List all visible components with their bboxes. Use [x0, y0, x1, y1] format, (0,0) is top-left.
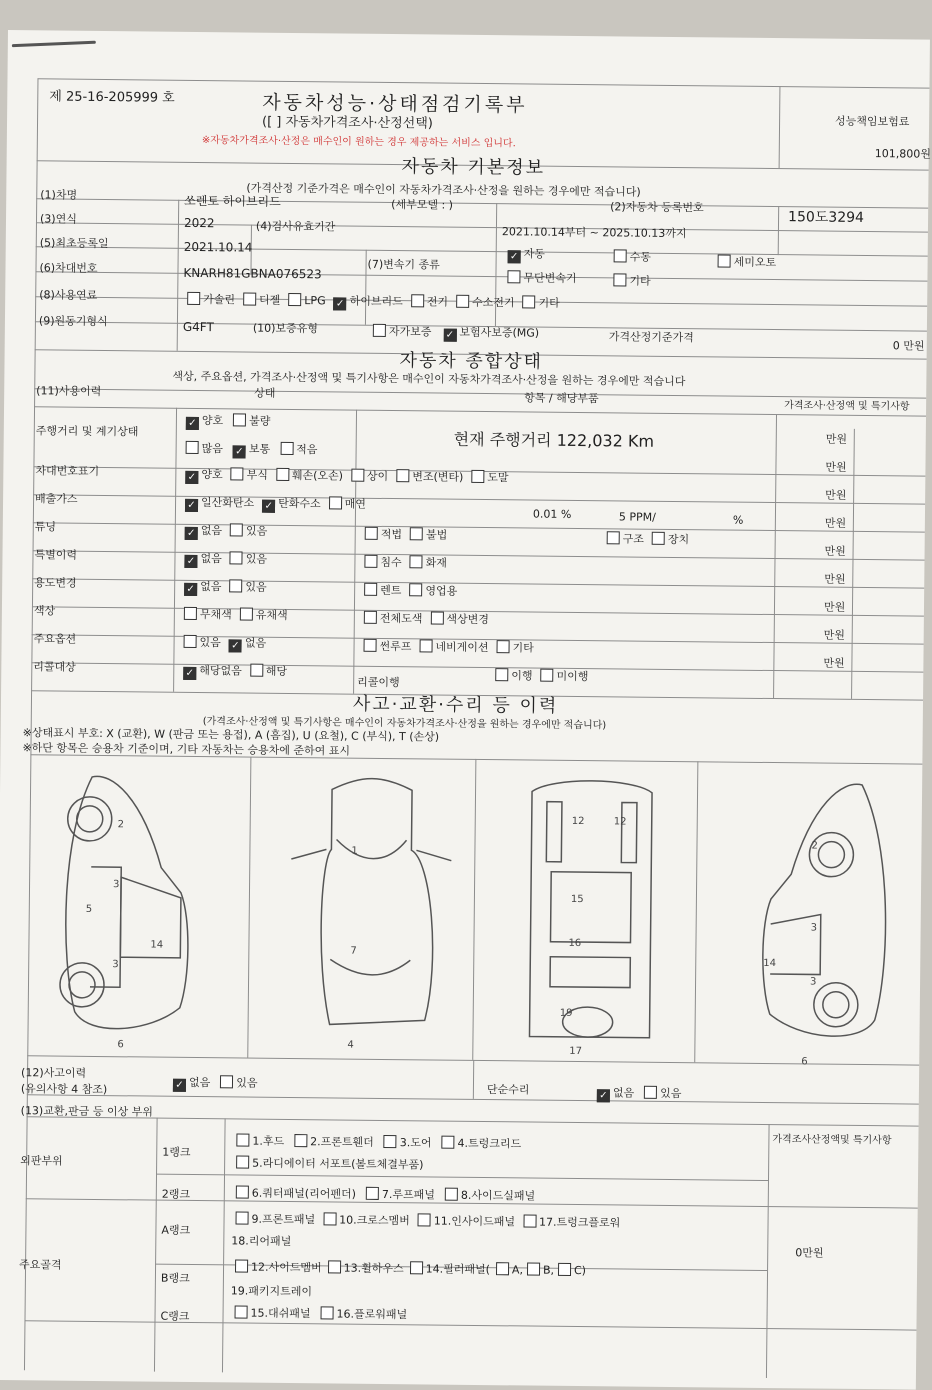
rank-b-item-1-checkbox[interactable]: [328, 1260, 341, 1273]
mileage-opt-0: ✓ 양호: [186, 414, 223, 427]
accident-history-sub: (유의사항 4 참조): [20, 1082, 108, 1097]
trans-opt-4: 기타: [613, 272, 650, 288]
legend-2: ※하단 항목은 승용차 기준이며, 기타 자동차는 승용차에 준하여 표시: [22, 741, 351, 758]
row-1-options: [185, 494, 374, 514]
row-6-item-1-checkbox[interactable]: [419, 639, 432, 652]
rank-c-item-0-checkbox[interactable]: [235, 1305, 248, 1318]
row-5-items: [364, 610, 497, 627]
row-4-opt-0: ✓ 없음: [184, 580, 221, 593]
rank-b-items: [235, 1258, 590, 1278]
legend: ※상태표시 부호: X (교환), W (판금 또는 용접), A (흠집), U (요철), C (부식), T (손상): [22, 726, 440, 744]
overall-heading: 자동차 종합상태: [399, 350, 544, 373]
row-0-opt-0-checkbox[interactable]: ✓: [185, 471, 198, 484]
first-reg-label: (5)최초등록일: [39, 236, 109, 251]
fuel-opt-6: 기타: [522, 296, 559, 309]
rank-b-pillar-0: A,: [496, 1263, 523, 1276]
rank-1-item-1: 2.프론트휀더: [294, 1135, 374, 1149]
svg-text:2: 2: [811, 840, 818, 852]
inspection-document: [0, 30, 930, 1390]
row-6-item-2-checkbox[interactable]: [497, 640, 510, 653]
rank-a-item-18: 18.리어패널: [231, 1234, 292, 1249]
rank-2-item-1-checkbox[interactable]: [366, 1187, 379, 1200]
rank-1-item-3-checkbox[interactable]: [441, 1136, 454, 1149]
exchange-price-value: 0만원: [795, 1246, 824, 1260]
rank-a-item-2-checkbox[interactable]: [418, 1213, 431, 1226]
rank-a-item-0: 9.프론트패널: [235, 1212, 315, 1226]
price-label: 가격산정기준가격: [608, 330, 694, 345]
row-3-items: [364, 554, 455, 571]
rank-b-item-2-checkbox[interactable]: [410, 1261, 423, 1274]
svg-text:19: 19: [559, 1007, 573, 1019]
row-4-item-1-checkbox[interactable]: [409, 583, 422, 596]
rank-a-item-0-checkbox[interactable]: [236, 1211, 249, 1224]
year-label: (3)연식: [39, 212, 77, 226]
valid-label: (4)검사유효기간: [255, 219, 336, 234]
fuel-opt-0-checkbox[interactable]: [187, 292, 200, 305]
rank-a-item-2: 11.인사이드패널: [418, 1214, 515, 1228]
document-number: 제 25-16-205999 호: [49, 89, 175, 106]
row-6-label: 주요옵션: [33, 632, 77, 646]
simple-opt-1-checkbox[interactable]: [644, 1086, 657, 1099]
row-7-item-0-checkbox[interactable]: [495, 668, 508, 681]
simple-opt-0: ✓ 없음: [597, 1086, 634, 1099]
row-0-opt-4-checkbox[interactable]: [396, 469, 409, 482]
row-0-opt-3-checkbox[interactable]: [351, 469, 364, 482]
trans-opt-2: 세미오토: [718, 253, 777, 270]
row-5-item-1-checkbox[interactable]: [430, 611, 443, 624]
fuel-opt-1: 디젤: [243, 293, 280, 306]
emission-hc-value: 5 PPM/: [618, 510, 656, 524]
rank-1-item-2-checkbox[interactable]: [384, 1135, 397, 1148]
row-4-item-0-checkbox[interactable]: [364, 583, 377, 596]
rank-1-item-5-checkbox[interactable]: [236, 1155, 249, 1168]
rank-b-item-0-checkbox[interactable]: [235, 1259, 248, 1272]
warranty-label: (10)보증유형: [252, 321, 319, 336]
rank-1-item-1-checkbox[interactable]: [294, 1134, 307, 1147]
detail-model: (세부모델 : ): [391, 198, 454, 212]
row-5-opt-1: 유채색: [240, 608, 288, 622]
row-5-opt-1-checkbox[interactable]: [240, 607, 253, 620]
row-3-item-1: 화재: [410, 556, 447, 569]
row-5-item-1: 색상변경: [430, 612, 489, 626]
row-6-opt-0-checkbox[interactable]: [184, 635, 197, 648]
mileage-text: 현재 주행거리 122,032 Km: [453, 429, 655, 451]
col-item: 항목 / 해당부품: [524, 391, 599, 406]
price-unit-0: 만원: [825, 432, 848, 446]
fuel-opt-3: ✓ 하이브리드: [334, 294, 403, 308]
price-unit-3: 만원: [824, 516, 847, 530]
row-2-item-1-checkbox[interactable]: [410, 527, 423, 540]
row-3-item-1-checkbox[interactable]: [410, 555, 423, 568]
svg-text:2: 2: [117, 819, 125, 831]
mileage-opt-0-checkbox[interactable]: ✓: [186, 417, 199, 430]
svg-text:14: 14: [763, 957, 777, 970]
row-2-item2-1: 장치: [652, 533, 689, 546]
mileage-opt-3-checkbox[interactable]: ✓: [233, 445, 246, 458]
accident-opt-1: 있음: [220, 1076, 257, 1089]
svg-text:3: 3: [810, 922, 818, 934]
row-4-items: [364, 582, 465, 599]
row-2-item2-1-checkbox[interactable]: [652, 532, 665, 545]
row-4-opt-0-checkbox[interactable]: ✓: [184, 583, 197, 596]
simple-opt-0-checkbox[interactable]: ✓: [597, 1089, 610, 1102]
accident-options: [173, 1074, 268, 1093]
mileage-opt-1: 불량: [233, 414, 270, 427]
row-1-opt-0: ✓ 일산화탄소: [185, 496, 254, 510]
svg-text:17: 17: [569, 1045, 583, 1058]
row-3-opt-0-checkbox[interactable]: ✓: [184, 555, 197, 568]
emission-co-value: 0.01 %: [532, 507, 572, 521]
trans-opt-0-checkbox[interactable]: ✓: [508, 250, 521, 263]
reg-label: (2)자동차 등록번호: [610, 200, 704, 215]
trans-opt-1-checkbox[interactable]: [614, 249, 627, 262]
row-2-label: 튜닝: [34, 520, 57, 534]
document-subtitle: ([ ] 자동차가격조사·산정선택): [261, 114, 433, 132]
row-6-options: [183, 634, 274, 653]
row-7-opt-0: ✓ 해당없음: [183, 664, 242, 678]
row-7-options: [183, 662, 295, 681]
rank-1-item-5: 5.라디에이터 서포트(볼트체결부품): [236, 1154, 424, 1172]
rank-2-item-0-checkbox[interactable]: [236, 1185, 249, 1198]
svg-text:7: 7: [350, 945, 357, 957]
fuel-opt-2: LPG: [288, 294, 325, 307]
rank-b-pillar-1-checkbox[interactable]: [527, 1263, 540, 1276]
price-unit-8: 만원: [823, 656, 845, 670]
row-0-label: 차대번호표기: [35, 464, 100, 478]
mileage-opt-2: 많음: [186, 442, 223, 455]
row-0-opt-0: ✓ 양호: [185, 468, 222, 481]
row-6-item-0: 썬루프: [363, 640, 411, 654]
row-2-item-1: 불법: [410, 528, 447, 541]
row-6-items: [363, 638, 541, 656]
row-3-opt-0: ✓ 없음: [184, 552, 221, 565]
row-4-label: 용도변경: [34, 576, 77, 590]
fuel-opt-6-checkbox[interactable]: [522, 295, 535, 308]
row-0-opt-5-checkbox[interactable]: [471, 470, 484, 483]
fuel-opt-5: 수소전기: [456, 296, 515, 310]
name-value: 쏘렌토 하이브리드: [184, 193, 281, 209]
row-7-item-1-checkbox[interactable]: [540, 669, 553, 682]
row-7-label: 리콜대상: [33, 660, 76, 674]
rank-c-item-1: 16.플로워패널: [321, 1307, 408, 1321]
row-6-item-0-checkbox[interactable]: [364, 639, 377, 652]
pen-mark: [12, 41, 96, 48]
rank-2-item-1: 7.루프패널: [366, 1188, 435, 1202]
row-3-opt-1-checkbox[interactable]: [230, 551, 243, 564]
name-label: (1)차명: [40, 188, 78, 202]
rank-b-pillar-0-checkbox[interactable]: [496, 1262, 509, 1275]
trans-opt-1: 수동: [614, 248, 651, 264]
col-price: 가격조사·산정액 및 특기사항: [784, 400, 910, 413]
price-unit-1: 만원: [825, 460, 847, 474]
rank-2-item-0: 6.쿼터패널(리어펜더): [236, 1186, 356, 1200]
svg-text:12: 12: [571, 815, 585, 828]
rank-1-label: 1랭크: [162, 1145, 191, 1159]
overall-note: 색상, 주요옵션, 가격조사·산정액 및 특기사항은 매수인이 자동차가격조사·산정을 원하는 경우에만 적습니다: [172, 369, 686, 389]
car-diagrams: [29, 756, 922, 1068]
rank-1-item-3: 4.트렁크리드: [441, 1137, 521, 1151]
rank-1-items: [236, 1132, 531, 1151]
accident-opt-1-checkbox[interactable]: [220, 1075, 233, 1088]
row-4-options: [184, 578, 275, 597]
frame-view-outline: [529, 780, 652, 1037]
mileage-opt-4-checkbox[interactable]: [280, 442, 293, 455]
row-3-item-0: 침수: [364, 556, 401, 569]
row-1-opt-2: 매연: [329, 497, 366, 510]
col-state: 상태: [254, 386, 276, 400]
rank-2-item-2: 8.사이드실패널: [445, 1189, 535, 1203]
vin-value: KNARH81GBNA076523: [183, 265, 322, 282]
trans-opt-4-checkbox[interactable]: [613, 273, 626, 286]
rank-a-item-1-checkbox[interactable]: [323, 1212, 336, 1225]
price-unit-4: 만원: [824, 544, 846, 558]
mileage-opt-4: 적음: [280, 443, 317, 456]
svg-text:5: 5: [85, 903, 93, 915]
rank-a-item-3-checkbox[interactable]: [523, 1214, 536, 1227]
accident-heading: 사고·교환·수리 등 이력: [352, 693, 559, 717]
price-unit-6: 만원: [823, 600, 846, 614]
row-5-item-0-checkbox[interactable]: [364, 611, 377, 624]
row-0-opt-5: 도말: [471, 471, 508, 484]
rank-1-item-2: 3.도어: [384, 1136, 432, 1149]
row-0-opt-1: 부식: [231, 468, 268, 481]
rank-b-item-0: 12.사이드멤버: [235, 1260, 322, 1274]
accident-history-label: (12)사고이력: [21, 1066, 87, 1080]
trans-opt-3-checkbox[interactable]: [507, 270, 520, 283]
first-reg-value: 2021.10.14: [183, 239, 253, 255]
svg-text:4: 4: [347, 1039, 354, 1051]
col-history: (11)사용이력: [36, 384, 102, 398]
row-7-items: [495, 667, 596, 684]
row-7-item-0: 이행: [495, 669, 532, 682]
row-7-opt-0-checkbox[interactable]: ✓: [183, 667, 196, 680]
document-title: 자동차성능·상태점검기록부: [262, 91, 528, 117]
row-2-item-0: 적법: [365, 528, 402, 541]
rank-a-label: A랭크: [161, 1223, 191, 1237]
svg-text:15: 15: [570, 893, 584, 906]
fuel-label: (8)사용연료: [39, 288, 98, 302]
basic-info-heading: 자동차 기본정보: [401, 156, 546, 179]
reg-value: 150도3294: [787, 209, 865, 226]
basic-info-note: (가격산정 기준가격은 매수인이 자동차가격조사·산정을 원하는 경우에만 적습니다): [246, 181, 641, 199]
svg-text:16: 16: [568, 937, 582, 950]
fuel-opt-5-checkbox[interactable]: [456, 295, 469, 308]
rank-a-item-3: 17.트렁크플로워: [523, 1215, 620, 1229]
rank-2-label: 2랭크: [161, 1187, 191, 1201]
price-unit-2: 만원: [825, 488, 847, 502]
svg-text:12: 12: [613, 816, 627, 828]
service-notice: ※자동차가격조사·산정은 매수인이 원하는 경우 제공하는 서비스 입니다.: [201, 135, 516, 150]
mileage-amount-options: [186, 440, 328, 459]
row-0-opt-2-checkbox[interactable]: [276, 468, 289, 481]
outer-panel-label: 외판부위: [20, 1154, 63, 1168]
row-6-opt-1: ✓ 없음: [229, 636, 266, 649]
insurance-value: 101,800원: [874, 147, 931, 161]
simple-repair-options: [597, 1084, 692, 1103]
top-view-outline: [320, 778, 434, 1025]
fuel-opt-4: 전기: [411, 295, 448, 308]
mileage-opt-1-checkbox[interactable]: [233, 413, 246, 426]
row-7-opt-1: 해당: [250, 665, 287, 678]
row-7-item-1: 미이행: [540, 670, 588, 684]
rank-1-item-0: 1.후드: [236, 1134, 284, 1147]
row-5-label: 색상: [33, 604, 56, 618]
warranty-opt-0-checkbox[interactable]: [373, 324, 386, 337]
rank-1-item-0-checkbox[interactable]: [236, 1133, 249, 1146]
warranty-opt-1-checkbox[interactable]: ✓: [443, 329, 456, 342]
row-1-opt-0-checkbox[interactable]: ✓: [185, 499, 198, 512]
trans-opt-2-checkbox[interactable]: [718, 254, 731, 267]
price-unit-7: 만원: [823, 628, 846, 642]
valid-value: 2021.10.14부터 ~ 2025.10.13까지: [501, 225, 687, 241]
row-1-opt-1-checkbox[interactable]: ✓: [262, 500, 275, 513]
rank-b-item-2: 14.필러패널(: [410, 1262, 490, 1276]
row-4-item-1: 영업용: [409, 584, 457, 598]
row-6-opt-1-checkbox[interactable]: ✓: [229, 639, 242, 652]
accident-note: (가격조사·산정액 및 특기사항은 매수인이 자동차가격조사·산정을 원하는 경우에만 적습니다): [202, 716, 607, 732]
row-4-item-0: 렌트: [364, 584, 401, 597]
svg-text:1: 1: [351, 845, 358, 857]
rank-c-items: [234, 1304, 417, 1322]
rank-b-pillar-2: C): [558, 1264, 586, 1277]
row-0-opt-1-checkbox[interactable]: [231, 467, 244, 480]
row-2-items: [365, 526, 456, 543]
rank-c-item-0: 15.대쉬패널: [235, 1306, 311, 1320]
row-0-opt-2: 훼손(오손): [276, 469, 343, 483]
rank-b-label: B랭크: [160, 1271, 190, 1285]
fuel-opt-2-checkbox[interactable]: [288, 293, 301, 306]
row-3-item-0-checkbox[interactable]: [364, 555, 377, 568]
rank-b-pillar-2-checkbox[interactable]: [558, 1263, 571, 1276]
rank-c-label: C랭크: [160, 1309, 190, 1323]
rank-b-item-1: 13.휠하우스: [328, 1261, 404, 1275]
row-2-opt-1-checkbox[interactable]: [230, 523, 243, 536]
year-value: 2022: [183, 215, 215, 231]
fuel-opt-4-checkbox[interactable]: [411, 294, 424, 307]
exchange-label: (13)교환,판금 등 이상 부위: [20, 1104, 153, 1119]
frame-label: 주요골격: [19, 1258, 62, 1272]
row-2-item-0-checkbox[interactable]: [365, 527, 378, 540]
rank-2-item-2-checkbox[interactable]: [445, 1188, 458, 1201]
row-2-opt-0: ✓ 없음: [185, 524, 222, 537]
insurance-label: 성능책임보험료: [835, 114, 910, 129]
price-value: 0 만원: [892, 339, 925, 353]
row-3-label: 특별이력: [34, 548, 78, 562]
rank-a-items: [235, 1210, 628, 1230]
row-0-options: [185, 466, 516, 487]
svg-text:3: 3: [810, 976, 817, 988]
warranty-opt-0: 자가보증: [373, 325, 432, 339]
row-7-opt-1-checkbox[interactable]: [250, 664, 263, 677]
row-2-opt-1: 있음: [230, 524, 267, 537]
row-6-item-1: 네비게이션: [419, 640, 488, 654]
row-2-item2-0: 구조: [607, 532, 644, 545]
fuel-opt-1-checkbox[interactable]: [243, 292, 256, 305]
row-1-opt-2-checkbox[interactable]: [329, 496, 342, 509]
rank-c-item-1-checkbox[interactable]: [321, 1306, 334, 1319]
rank-2-items: [236, 1184, 546, 1203]
row-5-opt-0-checkbox[interactable]: [184, 607, 197, 620]
trans-opt-3: 무단변속기: [507, 269, 576, 286]
mileage-label: 주행거리 및 계기상태: [35, 424, 139, 439]
fuel-options: [187, 291, 568, 313]
simple-opt-1: 있음: [644, 1087, 681, 1100]
row-6-item-2: 기타: [497, 641, 534, 654]
mileage-opt-3: ✓ 보통: [233, 442, 270, 455]
engine-value: G4FT: [182, 319, 214, 335]
svg-text:6: 6: [117, 1039, 124, 1051]
svg-text:14: 14: [150, 939, 164, 951]
warranty-opt-1: ✓ 보험사보증(MG): [443, 326, 539, 340]
row-6-opt-0: 있음: [184, 636, 221, 649]
accident-opt-0-checkbox[interactable]: ✓: [173, 1079, 186, 1092]
vin-label: (6)차대번호: [39, 261, 98, 275]
emission-percent: %: [732, 513, 744, 527]
row-2-options: [185, 522, 276, 541]
warranty-options: [373, 323, 551, 343]
mileage-opt-2-checkbox[interactable]: [186, 441, 199, 454]
row-3-opt-1: 있음: [230, 552, 267, 565]
fuel-opt-0: 가솔린: [187, 293, 235, 307]
recall-item: 리콜이행: [357, 675, 400, 690]
row-0-opt-3: 상이: [351, 470, 388, 483]
svg-text:6: 6: [801, 1056, 808, 1068]
trans-label: (7)변속기 종류: [367, 257, 440, 272]
rank-b-item-19: 19.패키지트레이: [230, 1284, 313, 1299]
trans-opt-0: ✓ 자동: [508, 245, 545, 263]
fuel-opt-3-checkbox[interactable]: ✓: [334, 297, 347, 310]
row-5-opt-0: 무채색: [184, 608, 232, 622]
row-1-label: 배출가스: [35, 492, 78, 506]
svg-text:3: 3: [112, 959, 119, 971]
row-5-options: [184, 606, 296, 623]
rank-a-item-1: 10.크로스멤버: [323, 1213, 410, 1227]
row-5-item-0: 전체도색: [364, 612, 423, 626]
row-2-opt-0-checkbox[interactable]: ✓: [185, 527, 198, 540]
left-side-outline: [65, 776, 190, 1029]
accident-opt-0: ✓ 없음: [173, 1076, 210, 1089]
svg-text:3: 3: [112, 879, 120, 891]
rank-b-pillar-1: B,: [527, 1264, 554, 1277]
mileage-state-options: [186, 412, 281, 431]
simple-repair-label: 단순수리: [486, 1083, 530, 1097]
row-0-opt-4: 변조(변타): [396, 470, 463, 484]
row-4-opt-1-checkbox[interactable]: [229, 579, 242, 592]
price-unit-5: 만원: [824, 572, 846, 586]
row-1-opt-1: ✓ 탄화수소: [262, 497, 321, 511]
row-3-options: [184, 550, 275, 569]
row-2-items-2: [607, 530, 698, 547]
exchange-price-label: 가격조사산정액및 특기사항: [772, 1134, 892, 1147]
engine-label: (9)원동기형식: [38, 314, 108, 329]
row-2-item2-0-checkbox[interactable]: [607, 531, 620, 544]
row-4-opt-1: 있음: [229, 580, 266, 593]
